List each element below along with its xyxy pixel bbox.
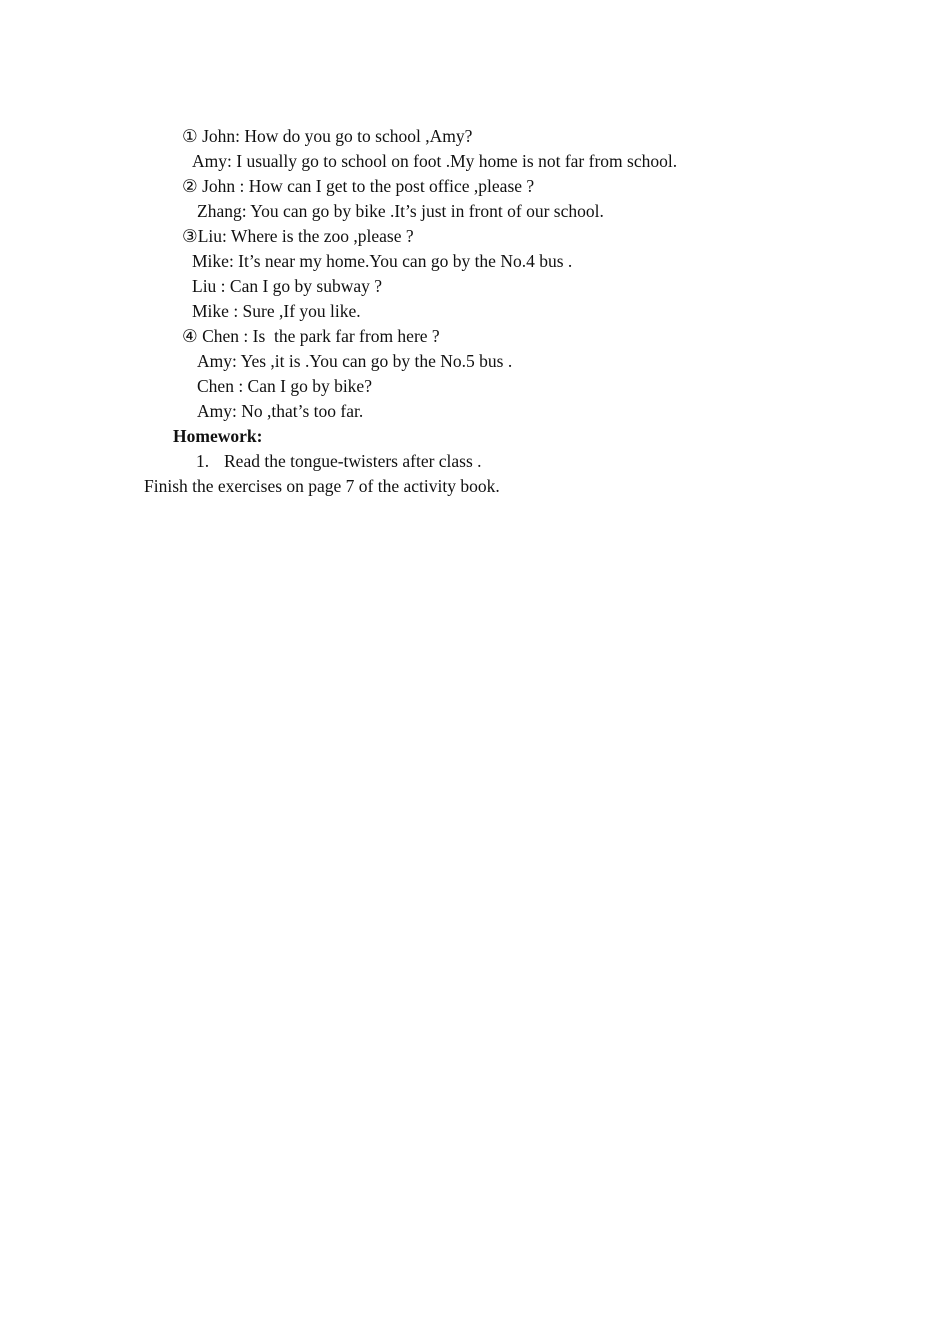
homework-heading: Homework:	[173, 426, 263, 446]
dialogue-1-text-1: John: How do you go to school ,Amy?	[202, 126, 473, 146]
dialogue-4-line-2: Amy: Yes ,it is .You can go by the No.5 bus .	[197, 351, 513, 371]
dialogue-4-line-4: Amy: No ,that’s too far.	[197, 401, 364, 421]
dialogue-3-line-4: Mike : Sure ,If you like.	[192, 301, 361, 321]
dialogue-3-line-2: Mike: It’s near my home.You can go by the No.4 bus .	[192, 251, 573, 271]
dialogue-1-marker: ①	[182, 126, 198, 146]
dialogue-2-text-1: John : How can I get to the post office ,please ?	[202, 176, 535, 196]
dialogue-3-text-1: Liu: Where is the zoo ,please ?	[197, 226, 414, 246]
homework-item-1	[196, 449, 482, 474]
homework-item-2: Finish the exercises on page 7 of the activity book.	[144, 476, 500, 496]
homework-item-1-text: Read the tongue-twisters after class .	[224, 451, 482, 471]
dialogue-3-line-3: Liu : Can I go by subway ?	[192, 276, 383, 296]
dialogue-4-line-3: Chen : Can I go by bike?	[197, 376, 372, 396]
dialogue-4-marker: ④	[182, 326, 198, 346]
dialogue-2-marker: ②	[182, 176, 198, 196]
homework-item-1-number: 1.	[196, 451, 210, 471]
dialogue-4-text-1: Chen : Is the park far from here ?	[202, 326, 440, 346]
dialogue-2-line-1	[182, 174, 534, 199]
dialogue-4-line-1	[182, 324, 440, 349]
dialogue-3-line-1	[182, 224, 414, 249]
dialogue-1-line-1	[182, 124, 472, 149]
dialogue-2-line-2: Zhang: You can go by bike .It’s just in front of our school.	[197, 201, 604, 221]
dialogue-1-line-2: Amy: I usually go to school on foot .My home is not far from school.	[192, 151, 678, 171]
dialogue-3-marker: ③	[182, 226, 198, 246]
